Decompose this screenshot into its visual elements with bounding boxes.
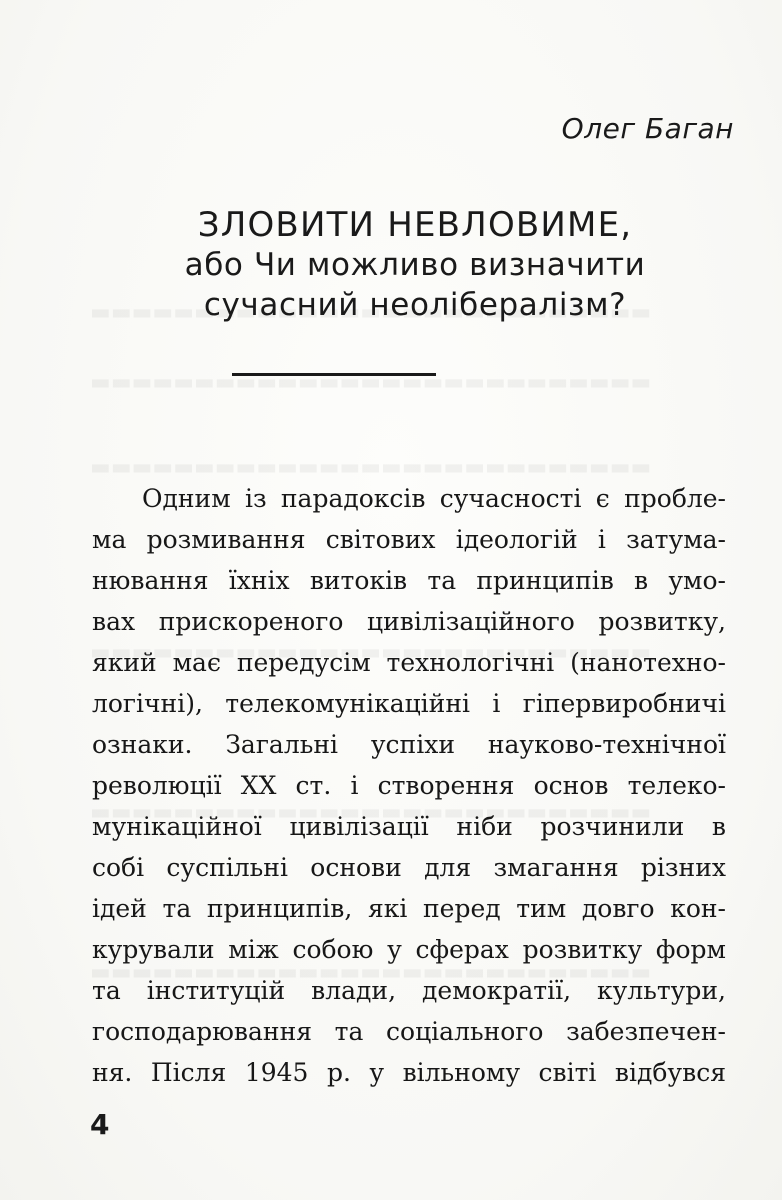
page-number: 4 — [90, 1108, 110, 1141]
text-line: та інституцій влади, демократії, культури, — [92, 976, 726, 1005]
author-name: Олег Баган — [561, 112, 734, 145]
title-divider — [232, 373, 436, 376]
chapter-subtitle-line-2: сучасний неолібералізм? — [203, 287, 627, 323]
text-line: логічні), телекомунікаційні і гіпервиробничі — [92, 689, 726, 718]
text-line: Одним із парадоксів сучасності є пробле- — [142, 484, 726, 513]
chapter-title — [100, 205, 730, 325]
chapter-subtitle-line-1: або Чи можливо визначити — [184, 247, 646, 283]
body-paragraph — [92, 478, 726, 1093]
text-line: собі суспільні основи для змагання різних — [92, 853, 726, 882]
chapter-title-main: ЗЛОВИТИ НЕВЛОВИМЕ, — [197, 205, 633, 245]
show-through-texture — [90, 455, 651, 480]
text-line: ма розмивання світових ідеологій і затума- — [92, 525, 726, 554]
text-line: який має передусім технологічні (нанотехно- — [92, 648, 726, 677]
text-line: мунікаційної цивілізації ніби розчинили в — [92, 812, 726, 841]
text-line: ідей та принципів, які перед тим довго кон- — [92, 894, 726, 923]
text-line: курували між собою у сферах розвитку форм — [92, 935, 726, 964]
text-line: ня. Після 1945 р. у вільному світі відбувся — [92, 1058, 726, 1087]
text-line: ознаки. Загальні успіхи науково-технічної — [92, 730, 726, 759]
text-line: нювання їхніх витоків та принципів в умо- — [92, 566, 726, 595]
text-line: революції XX ст. і створення основ телеко- — [92, 771, 726, 800]
text-line: господарювання та соціального забезпечен- — [92, 1017, 726, 1046]
text-line: вах прискореного цивілізаційного розвитку, — [92, 607, 726, 636]
